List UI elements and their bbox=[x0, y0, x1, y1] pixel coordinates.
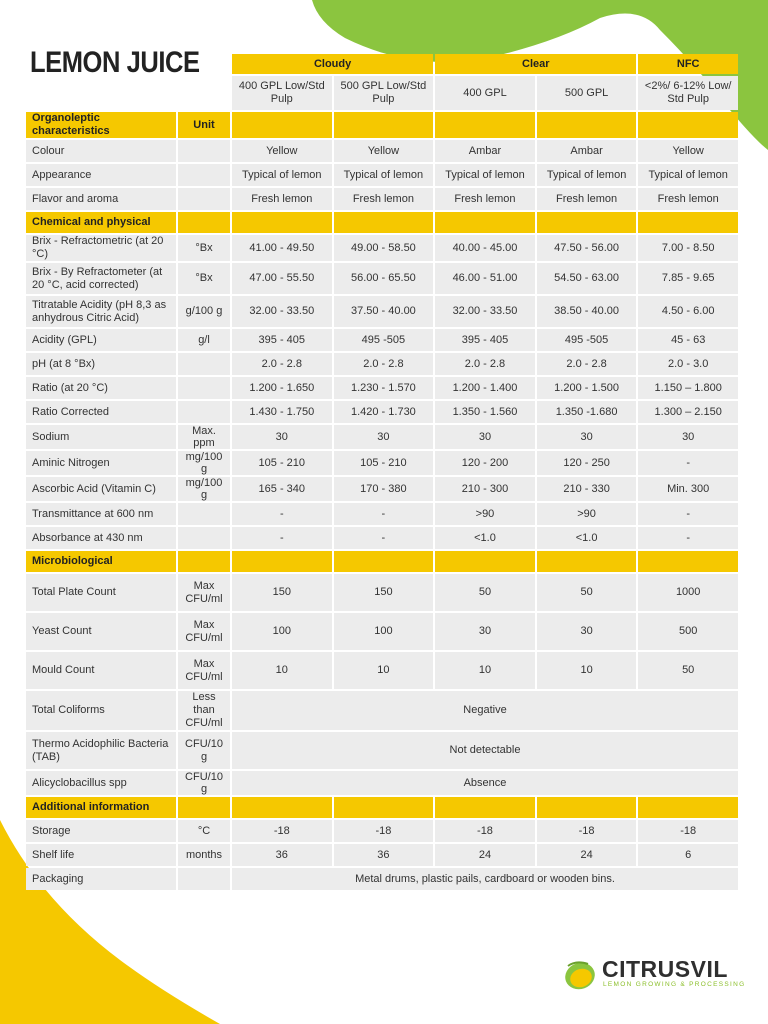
value-cell: 32.00 - 33.50 bbox=[232, 296, 332, 327]
group-clear: Clear bbox=[435, 54, 636, 74]
value-cell: <1.0 bbox=[435, 527, 535, 549]
value-cell: 150 bbox=[334, 574, 434, 611]
value-cell: - bbox=[334, 503, 434, 525]
value-cell: -18 bbox=[537, 820, 637, 842]
section-filler bbox=[435, 212, 535, 233]
value-cell: 2.0 - 2.8 bbox=[435, 353, 535, 375]
value-cell: 4.50 - 6.00 bbox=[638, 296, 738, 327]
value-cell: Ambar bbox=[435, 140, 535, 162]
value-cell: >90 bbox=[435, 503, 535, 525]
row-unit bbox=[178, 353, 230, 375]
value-cell: - bbox=[638, 451, 738, 475]
row-label: Storage bbox=[26, 820, 176, 842]
section-filler bbox=[537, 112, 637, 138]
value-cell: Fresh lemon bbox=[537, 188, 637, 210]
value-cell: -18 bbox=[232, 820, 332, 842]
row-label: Mould Count bbox=[26, 652, 176, 689]
value-cell: 36 bbox=[334, 844, 434, 866]
value-cell: 1.230 - 1.570 bbox=[334, 377, 434, 399]
section-filler bbox=[334, 112, 434, 138]
row-unit: Max. ppm bbox=[178, 425, 230, 449]
value-cell: 1.200 - 1.650 bbox=[232, 377, 332, 399]
value-cell: 38.50 - 40.00 bbox=[537, 296, 637, 327]
row-label: pH (at 8 °Bx) bbox=[26, 353, 176, 375]
row-unit: °Bx bbox=[178, 235, 230, 261]
row-label: Thermo Acidophilic Bacteria (TAB) bbox=[26, 732, 176, 769]
table-row bbox=[26, 425, 738, 449]
value-cell: -18 bbox=[435, 820, 535, 842]
value-cell: 170 - 380 bbox=[334, 477, 434, 501]
section-filler bbox=[232, 797, 332, 818]
subheader-cell: <2%/ 6-12% Low/ Std Pulp bbox=[638, 76, 738, 110]
row-label: Shelf life bbox=[26, 844, 176, 866]
value-cell: Fresh lemon bbox=[334, 188, 434, 210]
section-filler bbox=[334, 551, 434, 572]
value-cell: 30 bbox=[232, 425, 332, 449]
row-unit bbox=[178, 401, 230, 423]
value-cell: 150 bbox=[232, 574, 332, 611]
section-filler bbox=[435, 112, 535, 138]
page-title: LEMON JUICE bbox=[30, 46, 200, 79]
table-row bbox=[26, 527, 738, 549]
row-label: Appearance bbox=[26, 164, 176, 186]
row-label: Flavor and aroma bbox=[26, 188, 176, 210]
section-row-additional bbox=[26, 797, 738, 818]
value-cell: Yellow bbox=[232, 140, 332, 162]
value-cell: 2.0 - 2.8 bbox=[334, 353, 434, 375]
value-cell: 495 -505 bbox=[537, 329, 637, 351]
value-cell: Typical of lemon bbox=[232, 164, 332, 186]
table-row bbox=[26, 296, 738, 327]
section-row-chemical bbox=[26, 212, 738, 233]
section-row-organoleptic bbox=[26, 112, 738, 138]
section-filler bbox=[435, 551, 535, 572]
value-cell: <1.0 bbox=[537, 527, 637, 549]
value-cell: 30 bbox=[638, 425, 738, 449]
row-unit bbox=[178, 164, 230, 186]
subheader-cell: 400 GPL Low/Std Pulp bbox=[232, 76, 332, 110]
value-cell: 46.00 - 51.00 bbox=[435, 263, 535, 294]
value-cell: 7.00 - 8.50 bbox=[638, 235, 738, 261]
row-label: Sodium bbox=[26, 425, 176, 449]
value-cell: 210 - 330 bbox=[537, 477, 637, 501]
logo-tagline: LEMON GROWING & PROCESSING bbox=[603, 981, 746, 988]
row-unit: Max CFU/ml bbox=[178, 613, 230, 650]
value-cell: 37.50 - 40.00 bbox=[334, 296, 434, 327]
value-cell: Ambar bbox=[537, 140, 637, 162]
merged-value: Negative bbox=[232, 691, 738, 730]
value-cell: 1.300 – 2.150 bbox=[638, 401, 738, 423]
value-cell: 2.0 - 2.8 bbox=[232, 353, 332, 375]
section-filler bbox=[537, 551, 637, 572]
row-unit: g/100 g bbox=[178, 296, 230, 327]
value-cell: 30 bbox=[537, 425, 637, 449]
group-nfc: NFC bbox=[638, 54, 738, 74]
value-cell: 2.0 - 2.8 bbox=[537, 353, 637, 375]
table-row bbox=[26, 771, 738, 795]
row-unit: g/l bbox=[178, 329, 230, 351]
table-row bbox=[26, 164, 738, 186]
value-cell: 1.350 - 1.560 bbox=[435, 401, 535, 423]
value-cell: 120 - 200 bbox=[435, 451, 535, 475]
table-row bbox=[26, 652, 738, 689]
value-cell: 1000 bbox=[638, 574, 738, 611]
value-cell: 1.200 - 1.500 bbox=[537, 377, 637, 399]
table-row bbox=[26, 868, 738, 890]
table-row bbox=[26, 377, 738, 399]
value-cell: 50 bbox=[435, 574, 535, 611]
table-row bbox=[26, 691, 738, 730]
value-cell: 41.00 - 49.50 bbox=[232, 235, 332, 261]
row-unit: mg/100 g bbox=[178, 451, 230, 475]
value-cell: Typical of lemon bbox=[537, 164, 637, 186]
row-unit: Max CFU/ml bbox=[178, 652, 230, 689]
merged-value: Not detectable bbox=[232, 732, 738, 769]
row-unit: °Bx bbox=[178, 263, 230, 294]
value-cell: 165 - 340 bbox=[232, 477, 332, 501]
table-row bbox=[26, 188, 738, 210]
value-cell: - bbox=[334, 527, 434, 549]
subheader-cell: 500 GPL Low/Std Pulp bbox=[334, 76, 434, 110]
subheader-row bbox=[26, 76, 738, 110]
row-label: Total Plate Count bbox=[26, 574, 176, 611]
table-row bbox=[26, 235, 738, 261]
value-cell: 10 bbox=[435, 652, 535, 689]
value-cell: 10 bbox=[537, 652, 637, 689]
table-row bbox=[26, 613, 738, 650]
section-filler bbox=[638, 797, 738, 818]
section-title: Chemical and physical bbox=[26, 212, 176, 233]
row-label: Ratio (at 20 °C) bbox=[26, 377, 176, 399]
table-row bbox=[26, 844, 738, 866]
row-unit bbox=[178, 140, 230, 162]
row-label: Brix - By Refractometer (at 20 °C, acid corrected) bbox=[26, 263, 176, 294]
table-row bbox=[26, 329, 738, 351]
merged-value: Absence bbox=[232, 771, 738, 795]
value-cell: 120 - 250 bbox=[537, 451, 637, 475]
table-row bbox=[26, 503, 738, 525]
row-label: Packaging bbox=[26, 868, 176, 890]
value-cell: 7.85 - 9.65 bbox=[638, 263, 738, 294]
row-unit: CFU/10 g bbox=[178, 732, 230, 769]
row-unit: °C bbox=[178, 820, 230, 842]
value-cell: 6 bbox=[638, 844, 738, 866]
group-header-row bbox=[26, 54, 738, 74]
value-cell: 49.00 - 58.50 bbox=[334, 235, 434, 261]
section-filler bbox=[537, 797, 637, 818]
row-unit: months bbox=[178, 844, 230, 866]
value-cell: Typical of lemon bbox=[435, 164, 535, 186]
merged-value: Metal drums, plastic pails, cardboard or wooden bins. bbox=[232, 868, 738, 890]
value-cell: 10 bbox=[232, 652, 332, 689]
value-cell: 10 bbox=[334, 652, 434, 689]
section-filler bbox=[232, 212, 332, 233]
row-unit bbox=[178, 188, 230, 210]
value-cell: 395 - 405 bbox=[232, 329, 332, 351]
value-cell: 56.00 - 65.50 bbox=[334, 263, 434, 294]
value-cell: 45 - 63 bbox=[638, 329, 738, 351]
row-label: Alicyclobacillus spp bbox=[26, 771, 176, 795]
subheader-cell: 500 GPL bbox=[537, 76, 637, 110]
spec-table bbox=[24, 52, 740, 892]
value-cell: 36 bbox=[232, 844, 332, 866]
section-unit-header: Unit bbox=[178, 112, 230, 138]
section-filler bbox=[638, 112, 738, 138]
table-row bbox=[26, 140, 738, 162]
value-cell: 105 - 210 bbox=[334, 451, 434, 475]
table-row bbox=[26, 353, 738, 375]
value-cell: - bbox=[232, 503, 332, 525]
value-cell: -18 bbox=[638, 820, 738, 842]
table-row bbox=[26, 477, 738, 501]
row-unit bbox=[178, 527, 230, 549]
value-cell: - bbox=[638, 503, 738, 525]
row-label: Aminic Nitrogen bbox=[26, 451, 176, 475]
value-cell: Yellow bbox=[638, 140, 738, 162]
table-row bbox=[26, 574, 738, 611]
section-filler bbox=[638, 212, 738, 233]
value-cell: 47.00 - 55.50 bbox=[232, 263, 332, 294]
value-cell: 50 bbox=[537, 574, 637, 611]
table-row bbox=[26, 263, 738, 294]
row-label: Yeast Count bbox=[26, 613, 176, 650]
row-label: Colour bbox=[26, 140, 176, 162]
value-cell: 100 bbox=[232, 613, 332, 650]
value-cell: 30 bbox=[537, 613, 637, 650]
row-label: Ascorbic Acid (Vitamin C) bbox=[26, 477, 176, 501]
row-label: Absorbance at 430 nm bbox=[26, 527, 176, 549]
row-label: Acidity (GPL) bbox=[26, 329, 176, 351]
row-label: Total Coliforms bbox=[26, 691, 176, 730]
value-cell: -18 bbox=[334, 820, 434, 842]
section-unit-header bbox=[178, 212, 230, 233]
value-cell: 30 bbox=[435, 425, 535, 449]
section-title: Microbiological bbox=[26, 551, 176, 572]
value-cell: - bbox=[232, 527, 332, 549]
value-cell: 30 bbox=[435, 613, 535, 650]
value-cell: 500 bbox=[638, 613, 738, 650]
value-cell: 54.50 - 63.00 bbox=[537, 263, 637, 294]
value-cell: Min. 300 bbox=[638, 477, 738, 501]
value-cell: 24 bbox=[435, 844, 535, 866]
logo-name: CITRUSVIL bbox=[602, 956, 728, 982]
value-cell: 1.420 - 1.730 bbox=[334, 401, 434, 423]
value-cell: - bbox=[638, 527, 738, 549]
value-cell: 1.350 -1.680 bbox=[537, 401, 637, 423]
value-cell: 47.50 - 56.00 bbox=[537, 235, 637, 261]
value-cell: Yellow bbox=[334, 140, 434, 162]
section-title: Additional information bbox=[26, 797, 176, 818]
section-filler bbox=[638, 551, 738, 572]
row-unit: Less than CFU/ml bbox=[178, 691, 230, 730]
value-cell: 395 - 405 bbox=[435, 329, 535, 351]
value-cell: 1.200 - 1.400 bbox=[435, 377, 535, 399]
section-filler bbox=[334, 797, 434, 818]
table-row bbox=[26, 820, 738, 842]
section-unit-header bbox=[178, 797, 230, 818]
section-title: Organoleptic characteristics bbox=[26, 112, 176, 138]
section-unit-header bbox=[178, 551, 230, 572]
row-unit bbox=[178, 377, 230, 399]
section-filler bbox=[232, 112, 332, 138]
section-filler bbox=[435, 797, 535, 818]
row-unit: mg/100 g bbox=[178, 477, 230, 501]
value-cell: 40.00 - 45.00 bbox=[435, 235, 535, 261]
value-cell: 100 bbox=[334, 613, 434, 650]
value-cell: 2.0 - 3.0 bbox=[638, 353, 738, 375]
value-cell: Typical of lemon bbox=[334, 164, 434, 186]
table-row bbox=[26, 451, 738, 475]
row-unit bbox=[178, 503, 230, 525]
row-unit bbox=[178, 868, 230, 890]
row-label: Transmittance at 600 nm bbox=[26, 503, 176, 525]
row-label: Ratio Corrected bbox=[26, 401, 176, 423]
value-cell: 50 bbox=[638, 652, 738, 689]
value-cell: 495 -505 bbox=[334, 329, 434, 351]
value-cell: 30 bbox=[334, 425, 434, 449]
value-cell: Fresh lemon bbox=[232, 188, 332, 210]
value-cell: 1.150 – 1.800 bbox=[638, 377, 738, 399]
value-cell: >90 bbox=[537, 503, 637, 525]
row-label: Titratable Acidity (pH 8,3 as anhydrous Citric Acid) bbox=[26, 296, 176, 327]
group-cloudy: Cloudy bbox=[232, 54, 433, 74]
row-label: Brix - Refractometric (at 20 °C) bbox=[26, 235, 176, 261]
value-cell: 24 bbox=[537, 844, 637, 866]
table-row bbox=[26, 732, 738, 769]
section-filler bbox=[537, 212, 637, 233]
section-filler bbox=[232, 551, 332, 572]
value-cell: 105 - 210 bbox=[232, 451, 332, 475]
row-unit: CFU/10 g bbox=[178, 771, 230, 795]
value-cell: 1.430 - 1.750 bbox=[232, 401, 332, 423]
value-cell: Fresh lemon bbox=[638, 188, 738, 210]
value-cell: 210 - 300 bbox=[435, 477, 535, 501]
value-cell: Typical of lemon bbox=[638, 164, 738, 186]
row-unit: Max CFU/ml bbox=[178, 574, 230, 611]
value-cell: Fresh lemon bbox=[435, 188, 535, 210]
section-filler bbox=[334, 212, 434, 233]
subheader-cell: 400 GPL bbox=[435, 76, 535, 110]
table-row bbox=[26, 401, 738, 423]
value-cell: 32.00 - 33.50 bbox=[435, 296, 535, 327]
section-row-micro bbox=[26, 551, 738, 572]
